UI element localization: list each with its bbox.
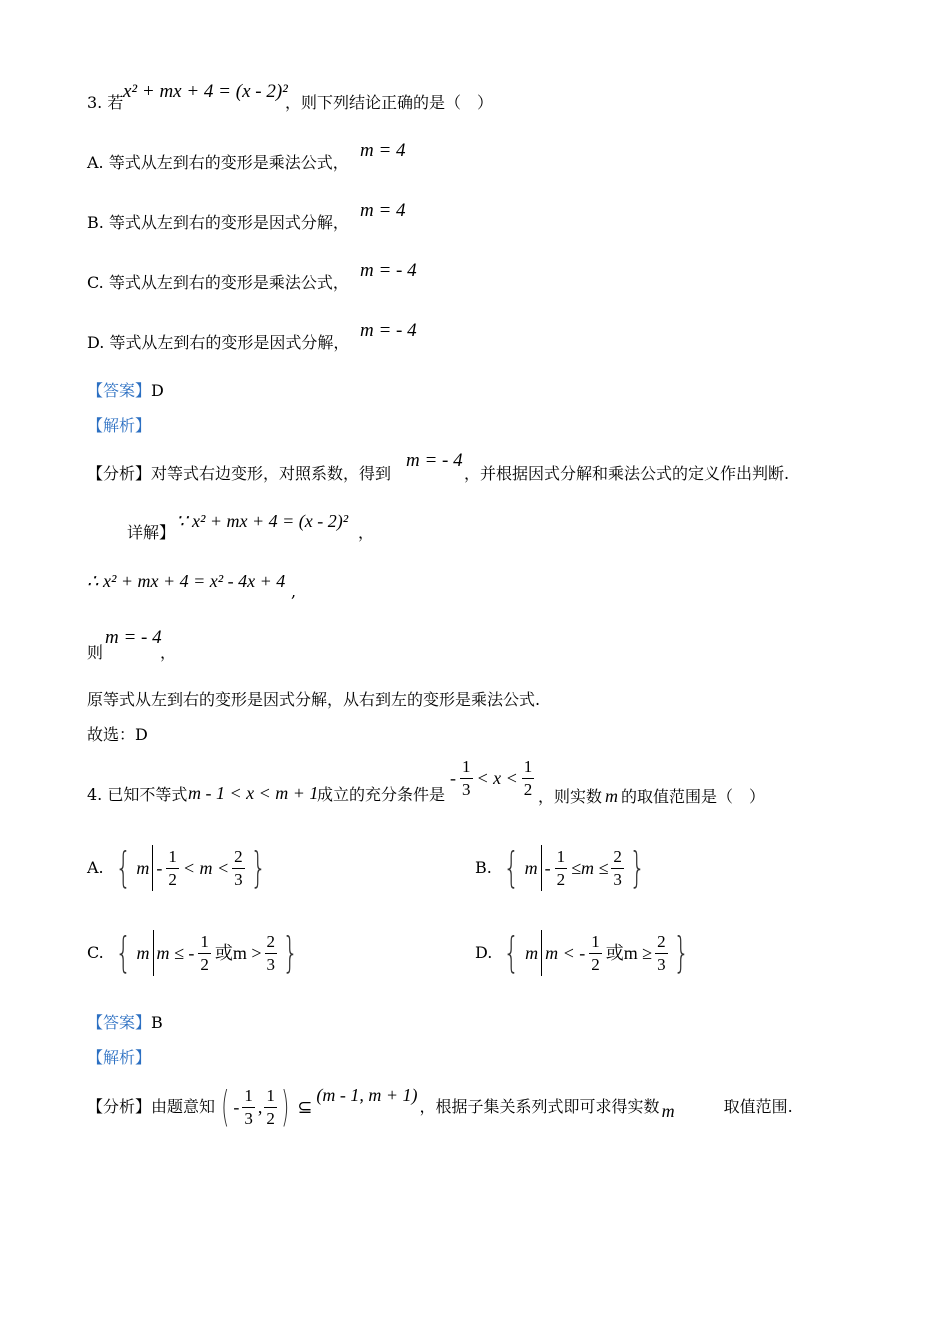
- set-frac-1: [555, 848, 568, 889]
- set-part-a: -: [156, 858, 163, 878]
- frac-denominator: 3: [462, 779, 471, 799]
- q3-option-b-math: m = 4: [360, 200, 406, 221]
- set-var: m: [136, 943, 150, 963]
- set-part-a: m ≤ -: [156, 943, 195, 963]
- frac-denominator: 3: [266, 954, 276, 974]
- q4-fenxi-text-b: ，根据子集关系列式即可求得实数: [419, 1097, 660, 1116]
- option-label: B.: [475, 858, 492, 877]
- q4-number: 4. 已知不等式: [87, 785, 188, 804]
- q4-cond-minus: -: [450, 768, 456, 789]
- set-expression: { m - $\frac{1}{2}$ ≤m ≤ $\frac{2}{3}$ }: [503, 843, 646, 892]
- set-frac-2: [265, 933, 278, 974]
- q3-option-d-math: m = - 4: [360, 320, 417, 341]
- interval-target: (m - 1, m + 1): [316, 1085, 418, 1105]
- frac-denominator: 2: [200, 954, 209, 974]
- frac-denominator: 2: [556, 869, 566, 889]
- q3-number: 3. 若: [87, 93, 124, 112]
- set-op: ≤m ≤: [571, 858, 609, 878]
- q4-analysis-tag: 【解析】: [87, 1048, 152, 1067]
- q4-fenxi-text-a: 由题意知: [151, 1097, 216, 1116]
- frac-numerator: 2: [232, 848, 245, 869]
- q4-fenxi-m: m: [661, 1101, 675, 1121]
- q4-answer-tag: 【答案】: [87, 1013, 152, 1032]
- interval-frac-1: [242, 1087, 255, 1128]
- q3-answer-value: D: [151, 381, 164, 400]
- option-label: C.: [87, 943, 104, 962]
- q3-choose: 故选：D: [87, 725, 148, 744]
- set-var: m: [136, 858, 150, 878]
- frac-denominator: 3: [234, 869, 243, 889]
- q4-tail-b: 的取值范围是（ ）: [621, 787, 766, 806]
- frac-numerator: 1: [589, 933, 602, 954]
- q4-option-c: [87, 930, 304, 976]
- q3-equation: x² + mx + 4 = (x - 2)²: [123, 81, 288, 102]
- set-var: m: [524, 858, 538, 878]
- frac-numerator: 2: [611, 848, 624, 869]
- set-op: < m <: [182, 858, 230, 878]
- frac-numerator: 1: [460, 758, 473, 779]
- q4-answer: [87, 1015, 163, 1031]
- q3-detail-comma: ，: [358, 523, 375, 542]
- q4-fenxi: [87, 1082, 793, 1132]
- set-frac-2: [232, 848, 245, 889]
- set-expression: { m m ≤ - $\frac{1}{2}$ 或m > $\frac{2}{3}$ }: [115, 928, 299, 977]
- q4-tail-a: ，则实数: [538, 787, 603, 806]
- frac-denominator: 2: [523, 779, 533, 799]
- option-label: A.: [87, 858, 104, 877]
- q3-option-a-math: m = 4: [360, 140, 406, 161]
- q3-therefore-math: ∴ x² + mx + 4 = x² - 4x + 4: [87, 571, 286, 591]
- frac-denominator: 3: [613, 869, 622, 889]
- frac-numerator: 1: [555, 848, 568, 869]
- subset-symbol: ⊆: [297, 1097, 313, 1117]
- q4-fenxi-interval: ( - $\frac{1}{3}$ , $\frac{1}{2}$ ) ⊆ (m - 1, m + 1): [221, 1082, 418, 1131]
- set-op: 或m >: [214, 943, 262, 963]
- q3-stem: [87, 95, 123, 111]
- q4-option-d: [475, 930, 694, 976]
- q4-cond-mid: < x <: [476, 768, 518, 789]
- frac-denominator: 3: [657, 954, 666, 974]
- set-frac-1: [198, 933, 211, 974]
- q3-fenxi-math: m = - 4: [406, 450, 463, 471]
- q4-condition: [450, 758, 534, 799]
- q4-mid: 成立的充分条件是: [317, 785, 446, 804]
- set-op: 或m ≥: [605, 943, 653, 963]
- frac-denominator: 2: [168, 869, 177, 889]
- q4-inequality: m - 1 < x < m + 1: [188, 783, 319, 803]
- q3-fenxi-text-a: 对等式右边变形，对照系数，得到: [151, 464, 392, 483]
- interval-frac-2: [264, 1087, 277, 1128]
- set-frac-2: [611, 848, 624, 889]
- frac-numerator: 2: [265, 933, 278, 954]
- q4-tail: [538, 787, 765, 805]
- q3-fenxi: [87, 466, 391, 482]
- frac-numerator: 1: [264, 1087, 277, 1108]
- q3-therefore-comma: ,: [291, 582, 297, 601]
- frac-numerator: 1: [242, 1087, 255, 1108]
- q4-cond-frac-2: [522, 758, 535, 799]
- q3-answer: [87, 383, 164, 399]
- q4-option-b: [475, 845, 651, 891]
- q3-ze-comma: ，: [160, 643, 177, 662]
- q3-option-c: C. 等式从左到右的变形是乘法公式，: [87, 273, 349, 292]
- set-expression: { m - $\frac{1}{2}$ < m < $\frac{2}{3}$ }: [114, 843, 267, 892]
- set-frac-1: [589, 933, 602, 974]
- q4-fenxi-text-c: 取值范围.: [723, 1097, 793, 1116]
- q3-fenxi-tag: 【分析】: [87, 464, 152, 483]
- set-expression: { m m < - $\frac{1}{2}$ 或m ≥ $\frac{2}{3}$ }: [503, 928, 689, 977]
- q3-analysis-tag: 【解析】: [87, 416, 152, 435]
- frac-denominator: 2: [591, 954, 600, 974]
- frac-numerator: 1: [522, 758, 535, 779]
- option-label: D.: [475, 943, 493, 962]
- q3-option-d: D. 等式从左到右的变形是因式分解，: [87, 333, 350, 352]
- q4-tail-m: m: [605, 786, 619, 806]
- q3-fenxi-text-b: ，并根据因式分解和乘法公式的定义作出判断.: [464, 464, 790, 483]
- frac-numerator: 1: [166, 848, 179, 869]
- q3-conclusion: 原等式从左到右的变形是因式分解，从右到左的变形是乘法公式.: [87, 690, 541, 709]
- q4-cond-frac-1: [460, 758, 473, 799]
- q4-fenxi-tag: 【分析】: [87, 1097, 152, 1116]
- q3-ze-math: m = - 4: [105, 627, 162, 648]
- q3-answer-tag: 【答案】: [87, 381, 152, 400]
- q3-detail-tag: 详解】: [127, 523, 176, 542]
- q3-ze: 则: [87, 643, 104, 662]
- set-part-a: -: [544, 858, 551, 878]
- set-var: m: [525, 943, 539, 963]
- frac-numerator: 1: [198, 933, 211, 954]
- set-frac-2: [655, 933, 668, 974]
- q3-option-a: A. 等式从左到右的变形是乘法公式，: [87, 153, 349, 172]
- q3-stem-tail: ，则下列结论正确的是（ ）: [285, 93, 494, 112]
- interval-minus: -: [233, 1097, 240, 1117]
- q3-detail-math: ∵ x² + mx + 4 = (x - 2)²: [176, 511, 349, 531]
- q4-answer-value: B: [151, 1013, 163, 1032]
- q3-option-b: B. 等式从左到右的变形是因式分解，: [87, 213, 349, 232]
- frac-denominator: 2: [266, 1108, 275, 1128]
- q4-option-a: [87, 845, 271, 891]
- frac-numerator: 2: [655, 933, 668, 954]
- set-part-a: m < -: [545, 943, 586, 963]
- set-frac-1: [166, 848, 179, 889]
- frac-denominator: 3: [244, 1108, 253, 1128]
- interval-comma: ,: [257, 1097, 263, 1117]
- q3-option-c-math: m = - 4: [360, 260, 417, 281]
